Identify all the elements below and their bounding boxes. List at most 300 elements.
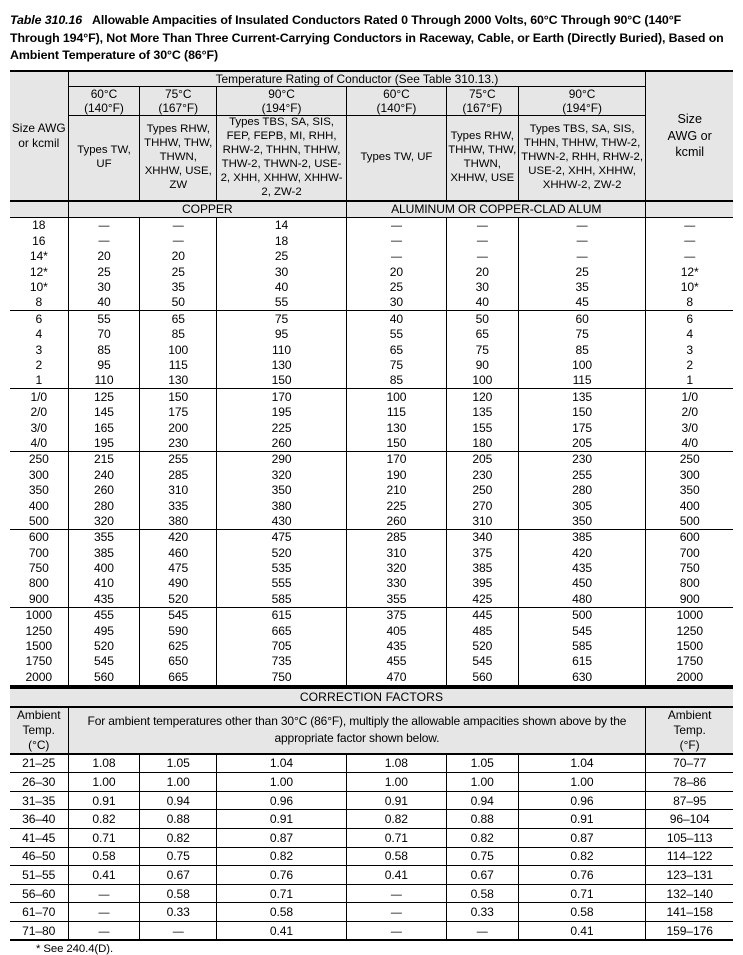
cell-ambient-fahrenheit: 123–131	[646, 866, 733, 885]
cell-al75: 560	[446, 669, 518, 685]
cell-al75: 180	[446, 435, 518, 451]
header-temp-cu-75	[140, 86, 217, 116]
cell-factor-al90: 0.87	[518, 828, 646, 847]
correction-header-fahrenheit-line2: Temp.	[673, 722, 706, 737]
cell-cu75: 520	[140, 591, 217, 607]
cell-factor-cu75: 0.88	[140, 810, 217, 829]
table-row	[10, 405, 733, 420]
cell-al90: 350	[518, 513, 646, 529]
empty-dash: —	[476, 250, 488, 263]
cell-cu90: 430	[217, 513, 347, 529]
cell-al75: 520	[446, 638, 518, 653]
cell-size-awg-right: 2	[686, 357, 694, 372]
cell-size-awg-left: 400	[28, 498, 49, 513]
header-temp-al-90	[518, 86, 646, 116]
cell-ambient-celsius: 56–60	[10, 884, 68, 903]
cell-size-awg-left: 4	[35, 327, 43, 342]
cell-size-awg-right	[646, 233, 733, 248]
header-row-temps	[10, 86, 733, 116]
table-row	[10, 638, 733, 653]
cell-size-awg-left: 1000	[25, 608, 53, 623]
cell-cu75: 625	[140, 638, 217, 653]
table-row	[10, 513, 733, 529]
cell-size-awg-left: 1750	[25, 654, 53, 669]
correction-row	[10, 810, 733, 829]
cell-factor-cu75	[140, 921, 217, 940]
cell-factor-cu60: 0.71	[68, 828, 140, 847]
empty-dash: —	[98, 220, 110, 233]
cell-al75: 385	[446, 560, 518, 575]
correction-instruction: For ambient temperatures other than 30°C (86°F), multiply the allowable ampacities shown above by the appropriate factor shown below.	[68, 707, 646, 754]
material-band-aluminum: ALUMINUM OR COPPER-CLAD ALUM	[347, 201, 646, 218]
cell-factor-al75: 0.94	[446, 791, 518, 810]
cell-cu75	[140, 217, 217, 233]
table-number: Table 310.16	[10, 13, 83, 27]
material-band-blank-right	[646, 201, 733, 218]
cell-al75: 230	[446, 467, 518, 482]
cell-al60: 25	[347, 279, 447, 294]
cell-al60: 210	[347, 482, 447, 497]
empty-dash: —	[172, 925, 184, 938]
table-row	[10, 420, 733, 435]
cell-size-awg-left: 1/0	[30, 389, 48, 404]
cell-cu90: 260	[217, 435, 347, 451]
cell-cu60: 400	[68, 560, 140, 575]
cell-cu90: 535	[217, 560, 347, 575]
table-caption-text: Allowable Ampacities of Insulated Conductors Rated 0 Through 2000 Volts, 60°C Through 90°C (140°F Through 194°F), Not More Than Three Current-Carrying Conductors in Raceway, Cable, or Earth (Directly Buried), Based on Ambient Temperature of 30°C (86°F)	[10, 13, 724, 63]
cell-cu60: 145	[68, 405, 140, 420]
cell-size-awg-right: 6	[686, 311, 694, 326]
cell-cu75: 285	[140, 467, 217, 482]
cell-factor-al90: 0.96	[518, 791, 646, 810]
cell-cu75: 130	[140, 373, 217, 389]
cell-cu75: 545	[140, 607, 217, 623]
cell-cu90: 750	[217, 669, 347, 685]
cell-al90: 500	[518, 607, 646, 623]
cell-cu75: 380	[140, 513, 217, 529]
cell-cu90: 30	[217, 264, 347, 279]
cell-factor-al75	[446, 921, 518, 940]
cell-factor-cu90: 0.76	[217, 866, 347, 885]
cell-al90: 175	[518, 420, 646, 435]
header-types-cu-60: Types TW, UF	[68, 116, 140, 201]
cell-al90: 585	[518, 638, 646, 653]
cell-cu90: 380	[217, 498, 347, 513]
cell-al90: 385	[518, 529, 646, 545]
cell-factor-al75: 1.00	[446, 773, 518, 792]
cell-factor-cu75: 1.05	[140, 754, 217, 773]
cell-ambient-fahrenheit: 132–140	[646, 884, 733, 903]
header-temperature-rating-span: Temperature Rating of Conductor (See Table 310.13.)	[68, 71, 646, 87]
cell-cu90: 170	[217, 389, 347, 405]
empty-dash: —	[576, 235, 588, 248]
cell-ambient-celsius: 61–70	[10, 903, 68, 922]
header-temp-al-60	[347, 86, 447, 116]
cell-size-awg-right: 8	[646, 295, 733, 311]
cell-size-awg-right: 1000	[676, 608, 703, 623]
table-row	[10, 389, 733, 405]
correction-row	[10, 754, 733, 773]
cell-al60: 375	[347, 607, 447, 623]
cell-cu75: 200	[140, 420, 217, 435]
cell-cu60: 20	[68, 249, 140, 264]
cell-cu90: 320	[217, 467, 347, 482]
cell-cu60: 385	[68, 545, 140, 560]
cell-size-awg-left: 1	[10, 373, 68, 389]
cell-al75: 545	[446, 654, 518, 669]
cell-al75: 100	[446, 373, 518, 389]
cell-cu90: 350	[217, 482, 347, 497]
correction-row	[10, 791, 733, 810]
cell-ambient-celsius: 21–25	[10, 754, 68, 773]
empty-dash: —	[390, 888, 402, 901]
cell-cu60: 280	[68, 498, 140, 513]
cell-size-awg-right: 250	[679, 452, 700, 467]
header-types-cu-90: Types TBS, SA, SIS, FEP, FEPB, MI, RHH, RHW-2, THHN, THHW, THW-2, THWN-2, USE-2, XHH, XHHW, XHHW-2, ZW-2	[217, 116, 347, 201]
cell-cu60: 355	[68, 529, 140, 545]
cell-factor-cu90: 1.04	[217, 754, 347, 773]
cell-size-awg-right: 500	[646, 513, 733, 529]
cell-size-awg-left: 18	[32, 218, 46, 233]
cell-al60: 455	[347, 654, 447, 669]
cell-factor-al75: 0.75	[446, 847, 518, 866]
cell-ambient-fahrenheit: 96–104	[646, 810, 733, 829]
header-temp-al-75-c: 75°C	[468, 86, 496, 101]
cell-al75: 340	[446, 529, 518, 545]
cell-size-awg-left: 2/0	[30, 405, 48, 420]
cell-al90: 100	[518, 357, 646, 372]
cell-ambient-celsius: 31–35	[10, 791, 68, 810]
cell-cu60: 125	[68, 389, 140, 405]
empty-dash: —	[390, 220, 402, 233]
cell-size-awg-left: 10*	[29, 280, 48, 295]
cell-size-awg-left: 350	[28, 483, 49, 498]
cell-factor-cu90: 0.91	[217, 810, 347, 829]
cell-cu90: 735	[217, 654, 347, 669]
header-size-awg-left-line1: Size AWG	[11, 121, 66, 136]
cell-cu90: 40	[217, 279, 347, 294]
cell-cu60: 240	[68, 467, 140, 482]
cell-cu90: 585	[217, 591, 347, 607]
table-row	[10, 498, 733, 513]
empty-dash: —	[172, 235, 184, 248]
cell-al75: 30	[446, 279, 518, 294]
cell-cu60: 70	[68, 327, 140, 342]
cell-al90: 630	[518, 669, 646, 685]
correction-row	[10, 903, 733, 922]
cell-al60: 405	[347, 623, 447, 638]
cell-al60: 75	[347, 357, 447, 372]
cell-al60: 355	[347, 591, 447, 607]
cell-size-awg-right: 400	[679, 498, 700, 513]
cell-cu75: 25	[140, 264, 217, 279]
cell-factor-cu60: 0.58	[68, 847, 140, 866]
header-temp-cu-60	[68, 86, 140, 116]
cell-ambient-fahrenheit: 105–113	[646, 828, 733, 847]
correction-row	[10, 828, 733, 847]
cell-al75: 485	[446, 623, 518, 638]
cell-cu75: 85	[140, 327, 217, 342]
cell-factor-al90: 0.82	[518, 847, 646, 866]
cell-cu75: 175	[140, 405, 217, 420]
cell-size-awg-right: 800	[679, 576, 700, 591]
cell-factor-cu60: 0.91	[68, 791, 140, 810]
cell-ambient-fahrenheit: 78–86	[646, 773, 733, 792]
empty-dash: —	[390, 235, 402, 248]
ampacity-table	[10, 70, 733, 687]
cell-factor-cu60	[68, 921, 140, 940]
correction-header-celsius-line3: (°C)	[28, 737, 50, 752]
cell-size-awg-right: 4/0	[646, 435, 733, 451]
table-row	[10, 545, 733, 560]
table-row	[10, 295, 733, 311]
cell-al75: 310	[446, 513, 518, 529]
cell-cu90: 520	[217, 545, 347, 560]
cell-factor-al90: 0.76	[518, 866, 646, 885]
header-types-cu-75: Types RHW, THHW, THW, THWN, XHHW, USE, ZW	[140, 116, 217, 201]
cell-factor-al60: 1.08	[346, 754, 446, 773]
cell-cu60	[68, 233, 140, 248]
cell-cu60: 260	[68, 482, 140, 497]
correction-header-fahrenheit-line3: (°F)	[679, 737, 700, 752]
cell-cu60: 110	[68, 373, 140, 389]
cell-al90: 150	[518, 405, 646, 420]
cell-al90: 60	[518, 311, 646, 327]
cell-size-awg-left: 1250	[25, 623, 53, 638]
cell-cu75	[140, 233, 217, 248]
cell-al90: 255	[518, 467, 646, 482]
cell-al60: 285	[347, 529, 447, 545]
empty-dash: —	[476, 235, 488, 248]
cell-ambient-celsius: 71–80	[10, 921, 68, 940]
cell-al75: 90	[446, 357, 518, 372]
cell-cu60: 495	[68, 623, 140, 638]
cell-factor-cu75: 0.75	[140, 847, 217, 866]
cell-cu90: 290	[217, 451, 347, 467]
cell-cu90: 110	[217, 342, 347, 357]
cell-al75: 425	[446, 591, 518, 607]
cell-size-awg-left: 250	[28, 452, 49, 467]
cell-cu90: 665	[217, 623, 347, 638]
table-row	[10, 654, 733, 669]
cell-ambient-fahrenheit: 159–176	[646, 921, 733, 940]
cell-size-awg-right: 900	[646, 591, 733, 607]
table-row	[10, 529, 733, 545]
header-temp-al-90-c: 90°C	[568, 86, 596, 101]
cell-cu90: 705	[217, 638, 347, 653]
cell-al60	[347, 233, 447, 248]
cell-factor-cu60: 0.41	[68, 866, 140, 885]
header-temp-cu-60-f: (140°F)	[84, 101, 124, 116]
cell-factor-al60: 0.71	[346, 828, 446, 847]
header-temp-al-90-f: (194°F)	[562, 101, 602, 116]
cell-cu75: 590	[140, 623, 217, 638]
cell-factor-al60: 0.58	[346, 847, 446, 866]
table-row	[10, 560, 733, 575]
cell-al90: 135	[518, 389, 646, 405]
header-row-types	[10, 116, 733, 201]
cell-size-awg-left: 16	[32, 233, 46, 248]
cell-cu90: 130	[217, 357, 347, 372]
cell-cu90: 475	[217, 529, 347, 545]
cell-cu75: 255	[140, 451, 217, 467]
cell-al90: 85	[518, 342, 646, 357]
cell-al75: 65	[446, 327, 518, 342]
correction-header-row	[10, 707, 733, 754]
cell-al60: 260	[347, 513, 447, 529]
cell-size-awg-left: 2	[35, 357, 43, 372]
cell-factor-al75: 0.58	[446, 884, 518, 903]
cell-al60: 115	[347, 405, 447, 420]
cell-factor-al75: 0.82	[446, 828, 518, 847]
cell-cu90: 55	[217, 295, 347, 311]
table-row	[10, 233, 733, 248]
table-row	[10, 467, 733, 482]
cell-cu90: 14	[217, 217, 347, 233]
cell-al60: 170	[347, 451, 447, 467]
empty-dash: —	[98, 235, 110, 248]
cell-size-awg-left: 500	[10, 513, 68, 529]
cell-cu60: 435	[68, 591, 140, 607]
cell-size-awg-left: 3/0	[30, 420, 48, 435]
table-row	[10, 451, 733, 467]
cell-size-awg-right: 12*	[680, 264, 699, 279]
cell-cu60: 215	[68, 451, 140, 467]
header-temp-cu-90	[217, 86, 347, 116]
empty-dash: —	[684, 220, 696, 233]
cell-cu75: 150	[140, 389, 217, 405]
cell-factor-al90: 0.41	[518, 921, 646, 940]
cell-size-awg-right: 2/0	[681, 405, 698, 420]
cell-size-awg-right: 10*	[680, 280, 699, 295]
cell-factor-al75: 0.67	[446, 866, 518, 885]
cell-size-awg-left: 8	[10, 295, 68, 311]
cell-al75: 250	[446, 482, 518, 497]
cell-size-awg-right: 3	[686, 342, 694, 357]
header-types-al-90: Types TBS, SA, SIS, THHN, THHW, THW-2, THWN-2, RHH, RHW-2, USE-2, XHH, XHHW, XHHW-2, ZW-2	[518, 116, 646, 201]
cell-al90	[518, 249, 646, 264]
cell-al75: 20	[446, 264, 518, 279]
cell-cu60	[68, 217, 140, 233]
table-caption	[10, 12, 733, 65]
header-size-awg-right-line2: AWG or	[667, 128, 712, 143]
cell-factor-cu75: 1.00	[140, 773, 217, 792]
cell-factor-al75: 1.05	[446, 754, 518, 773]
cell-al75: 395	[446, 576, 518, 591]
cell-al60: 40	[347, 311, 447, 327]
correction-title-row	[10, 688, 733, 707]
material-band-blank-left	[10, 201, 68, 218]
cell-factor-al75: 0.88	[446, 810, 518, 829]
empty-dash: —	[476, 220, 488, 233]
cell-size-awg-right: 600	[679, 530, 700, 545]
table-row	[10, 591, 733, 607]
cell-ambient-fahrenheit: 114–122	[646, 847, 733, 866]
cell-cu90: 150	[217, 373, 347, 389]
cell-al90: 615	[518, 654, 646, 669]
cell-factor-al60	[346, 884, 446, 903]
cell-ambient-celsius: 46–50	[10, 847, 68, 866]
header-temp-cu-90-f: (194°F)	[261, 101, 302, 116]
cell-cu90: 615	[217, 607, 347, 623]
cell-cu60: 410	[68, 576, 140, 591]
cell-al60	[347, 217, 447, 233]
cell-cu75: 20	[140, 249, 217, 264]
cell-al90	[518, 217, 646, 233]
cell-factor-cu75: 0.33	[140, 903, 217, 922]
cell-size-awg-right: 1750	[676, 654, 703, 669]
header-temp-cu-75-f: (167°F)	[158, 101, 199, 116]
cell-factor-al75: 0.33	[446, 903, 518, 922]
cell-factor-al60: 1.00	[346, 773, 446, 792]
header-temp-cu-90-c: 90°C	[268, 86, 295, 101]
cell-cu75: 490	[140, 576, 217, 591]
correction-row	[10, 884, 733, 903]
cell-size-awg-left: 600	[28, 530, 49, 545]
cell-size-awg-right: 300	[679, 467, 700, 482]
table-row	[10, 311, 733, 327]
cell-size-awg-left: 800	[28, 576, 49, 591]
cell-al90: 75	[518, 327, 646, 342]
cell-al75: 120	[446, 389, 518, 405]
cell-factor-cu90: 0.96	[217, 791, 347, 810]
cell-al60: 100	[347, 389, 447, 405]
cell-size-awg-left: 14*	[29, 249, 48, 264]
cell-factor-cu60	[68, 903, 140, 922]
cell-factor-cu60: 1.00	[68, 773, 140, 792]
cell-factor-cu60	[68, 884, 140, 903]
cell-cu75: 310	[140, 482, 217, 497]
cell-al75: 270	[446, 498, 518, 513]
cell-ambient-fahrenheit: 87–95	[646, 791, 733, 810]
cell-size-awg-right: 1	[646, 373, 733, 389]
cell-ambient-fahrenheit: 141–158	[646, 903, 733, 922]
cell-factor-al60	[346, 903, 446, 922]
empty-dash: —	[476, 925, 488, 938]
cell-factor-al90: 1.00	[518, 773, 646, 792]
cell-size-awg-left: 12*	[29, 264, 48, 279]
cell-al75: 75	[446, 342, 518, 357]
cell-cu60: 520	[68, 638, 140, 653]
cell-size-awg-right	[646, 249, 733, 264]
cell-size-awg-left: 3	[35, 342, 43, 357]
cell-cu75: 115	[140, 357, 217, 372]
cell-ambient-celsius: 51–55	[10, 866, 68, 885]
cell-cu75: 35	[140, 279, 217, 294]
empty-dash: —	[172, 220, 184, 233]
empty-dash: —	[576, 220, 588, 233]
header-size-awg-left-line2: or kcmil	[18, 135, 60, 150]
cell-al75: 155	[446, 420, 518, 435]
cell-factor-cu75: 0.67	[140, 866, 217, 885]
cell-cu60: 195	[68, 435, 140, 451]
cell-factor-cu75: 0.94	[140, 791, 217, 810]
table-row	[10, 607, 733, 623]
table-row	[10, 342, 733, 357]
cell-cu60: 85	[68, 342, 140, 357]
empty-dash: —	[684, 235, 696, 248]
cell-al90: 545	[518, 623, 646, 638]
cell-factor-cu60: 1.08	[68, 754, 140, 773]
cell-cu75: 335	[140, 498, 217, 513]
cell-al60: 330	[347, 576, 447, 591]
cell-size-awg-left: 1500	[25, 639, 53, 654]
correction-header-celsius-line1: Ambient	[16, 707, 61, 722]
cell-ambient-celsius: 26–30	[10, 773, 68, 792]
cell-ambient-celsius: 41–45	[10, 828, 68, 847]
cell-factor-al60: 0.91	[346, 791, 446, 810]
cell-factor-al90: 0.91	[518, 810, 646, 829]
